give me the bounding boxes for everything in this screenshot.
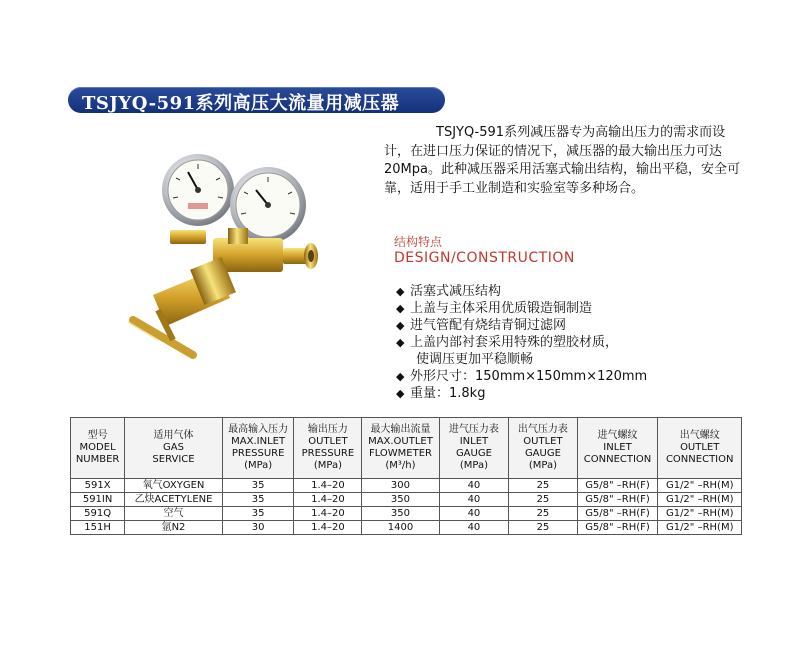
column-header-line: 最高输入压力 — [228, 424, 289, 435]
table-cell: G1/2" –RH(M) — [658, 479, 742, 493]
feature-text: 外形尺寸：150mm×150mm×120mm — [410, 369, 648, 384]
table-row — [71, 493, 742, 507]
column-header-line: PRESSURE — [231, 448, 285, 459]
section-title-cn: 结构特点 — [394, 235, 443, 249]
column-header — [362, 418, 439, 479]
column-header-line: CONNECTION — [665, 454, 734, 465]
diamond-bullet-icon: ◆ — [396, 336, 405, 349]
column-header-line: 出气压力表 — [517, 424, 568, 435]
spec-table — [70, 417, 742, 535]
diamond-bullet-icon: ◆ — [396, 302, 405, 315]
table-cell: 591IN — [71, 493, 125, 507]
table-cell: 350 — [362, 493, 439, 507]
feature-text: 活塞式减压结构 — [410, 284, 502, 299]
column-header-line: MAX.OUTLET — [368, 436, 433, 447]
feature-list — [396, 283, 756, 402]
table-cell: G5/8" –RH(F) — [577, 521, 658, 535]
feature-text: 进气管配有烧结青铜过滤网 — [410, 318, 567, 333]
feature-item — [396, 334, 756, 368]
column-header-line: NUMBER — [75, 454, 120, 465]
column-header — [294, 418, 362, 479]
column-header-line: 进气压力表 — [448, 424, 499, 435]
column-header-line: (MPa) — [459, 460, 488, 471]
column-header — [509, 418, 577, 479]
column-header-line: INLET — [603, 442, 632, 453]
table-cell: 氧气OXYGEN — [125, 479, 223, 493]
page-title: TSJYQ-591系列高压大流量用减压器 — [82, 93, 400, 114]
table-cell: 40 — [439, 479, 509, 493]
table-cell: 1.4–20 — [294, 507, 362, 521]
column-header-line: OUTLET — [308, 436, 348, 447]
feature-item — [396, 317, 756, 334]
column-header-line: GAUGE — [455, 448, 492, 459]
intro-text: TSJYQ-591系列减压器专为高输出压力的需求而设计，在进口压力保证的情况下，减压器的最大输出压力可达20Mpa。此种减压器采用活塞式输出结构，输出平稳，安全可靠，适用于手工业制造和实验室等多种场合。 — [384, 125, 740, 196]
column-header — [577, 418, 658, 479]
column-header-line: (MPa) — [528, 460, 557, 471]
column-header-line: GAS — [163, 442, 184, 453]
column-header-line: CONNECTION — [583, 454, 652, 465]
table-cell: G1/2" –RH(M) — [658, 493, 742, 507]
section-title-en: DESIGN/CONSTRUCTION — [394, 250, 575, 266]
diamond-bullet-icon: ◆ — [396, 370, 405, 383]
table-cell: 25 — [509, 493, 577, 507]
table-cell: 591Q — [71, 507, 125, 521]
table-cell: G5/8" –RH(F) — [577, 479, 658, 493]
table-cell: 35 — [222, 507, 294, 521]
table-header-row — [71, 418, 742, 479]
diamond-bullet-icon: ◆ — [396, 285, 405, 298]
table-cell: G1/2" –RH(M) — [658, 521, 742, 535]
table-cell: 300 — [362, 479, 439, 493]
column-header-line: 进气螺纹 — [597, 430, 638, 441]
feature-item — [396, 300, 756, 317]
table-cell: 1.4–20 — [294, 479, 362, 493]
column-header — [71, 418, 125, 479]
column-header-line: 型号 — [87, 430, 108, 441]
table-cell: G5/8" –RH(F) — [577, 493, 658, 507]
table-cell: 40 — [439, 507, 509, 521]
intro-paragraph — [384, 124, 749, 198]
column-header-line: MODEL — [79, 442, 116, 453]
column-header-line: (M³/h) — [385, 460, 416, 471]
title-banner — [68, 87, 445, 113]
column-header — [439, 418, 509, 479]
table-row — [71, 507, 742, 521]
feature-item — [396, 368, 756, 385]
column-header-line: MAX.INLET — [231, 436, 286, 447]
column-header-line: PRESSURE — [301, 448, 355, 459]
column-header-line: (MPa) — [244, 460, 273, 471]
table-cell: 35 — [222, 493, 294, 507]
column-header-line: SERVICE — [152, 454, 195, 465]
column-header — [658, 418, 742, 479]
feature-item — [396, 283, 756, 300]
table-cell: 空气 — [125, 507, 223, 521]
table-cell: 30 — [222, 521, 294, 535]
column-header-line: GAUGE — [524, 448, 561, 459]
table-cell: 1.4–20 — [294, 493, 362, 507]
column-header — [222, 418, 294, 479]
table-cell: 乙炔ACETYLENE — [125, 493, 223, 507]
column-header-line: INLET — [459, 436, 489, 447]
pressure-regulator-image — [118, 150, 358, 360]
column-header-line: OUTLET — [680, 442, 720, 453]
table-cell: 1400 — [362, 521, 439, 535]
table-cell: 氩N2 — [125, 521, 223, 535]
column-header-line: 最大输出流量 — [370, 424, 431, 435]
table-cell: 25 — [509, 479, 577, 493]
table-cell: 25 — [509, 507, 577, 521]
table-cell: 40 — [439, 521, 509, 535]
table-cell: G1/2" –RH(M) — [658, 507, 742, 521]
table-cell: 25 — [509, 521, 577, 535]
feature-text: 重量：1.8kg — [410, 386, 486, 401]
column-header-line: OUTLET — [523, 436, 563, 447]
feature-text-continued: 使调压更加平稳顺畅 — [416, 352, 534, 367]
table-row — [71, 521, 742, 535]
column-header-line: 适用气体 — [153, 430, 194, 441]
diamond-bullet-icon: ◆ — [396, 387, 405, 400]
table-cell: 1.4–20 — [294, 521, 362, 535]
diamond-bullet-icon: ◆ — [396, 319, 405, 332]
table-cell: 35 — [222, 479, 294, 493]
column-header-line: 输出压力 — [307, 424, 348, 435]
table-cell: 350 — [362, 507, 439, 521]
feature-item — [396, 385, 756, 402]
table-row — [71, 479, 742, 493]
feature-text: 上盖与主体采用优质锻造铜制造 — [410, 301, 593, 316]
table-cell: 40 — [439, 493, 509, 507]
feature-text: 上盖内部衬套采用特殊的塑胶材质， — [410, 335, 619, 350]
table-cell: 591X — [71, 479, 125, 493]
column-header-line: (MPa) — [313, 460, 342, 471]
table-cell: G5/8" –RH(F) — [577, 507, 658, 521]
column-header-line: 出气螺纹 — [679, 430, 720, 441]
column-header — [125, 418, 223, 479]
column-header-line: FLOWMETER — [368, 448, 432, 459]
table-cell: 151H — [71, 521, 125, 535]
